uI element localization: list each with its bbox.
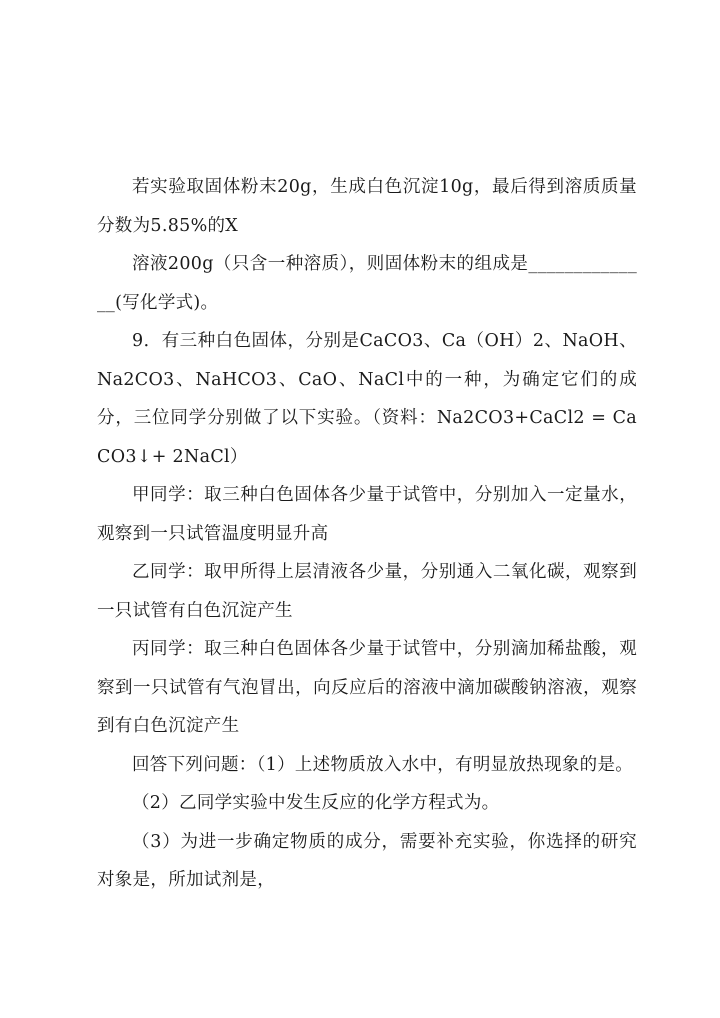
document-body [97,168,637,900]
paragraph-answer-1: 回答下列问题：（1）上述物质放入水中，有明显放热现象的是。 [132,754,634,775]
paragraph-student-yi: 乙同学：取甲所得上层清液各少量，分别通入二氧化碳，观察到一只试管有白色沉淀产生 [97,562,637,621]
paragraph-answer-3: （3）为进一步确定物质的成分，需要补充实验，你选择的研究对象是，所加试剂是， [97,831,637,890]
paragraph-student-jia: 甲同学：取三种白色固体各少量于试管中，分别加入一定量水，观察到一只试管温度明显升高 [97,485,637,544]
paragraph-experiment-result: 若实验取固体粉末20g，生成白色沉淀10g，最后得到溶质质量分数为5.85%的X [97,177,637,236]
paragraph-student-bing: 丙同学：取三种白色固体各少量于试管中，分别滴加稀盐酸，观察到一只试管有气泡冒出，向反应后的溶液中滴加碳酸钠溶液，观察到有白色沉淀产生 [97,639,637,736]
paragraph-solution-composition: 溶液200g（只含一种溶质），则固体粉末的组成是______________(写化学式)。 [97,254,637,313]
paragraph-answer-2: （2）乙同学实验中发生反应的化学方程式为。 [132,793,500,813]
paragraph-question-9: 9．有三种白色固体，分别是CaCO3、Ca（OH）2、NaOH、Na2CO3、NaHCO3、CaO、NaCl中的一种，为确定它们的成分，三位同学分别做了以下实验。（资料：Na2CO3+CaCl2 = CaCO3↓+ 2NaCl） [97,331,637,467]
